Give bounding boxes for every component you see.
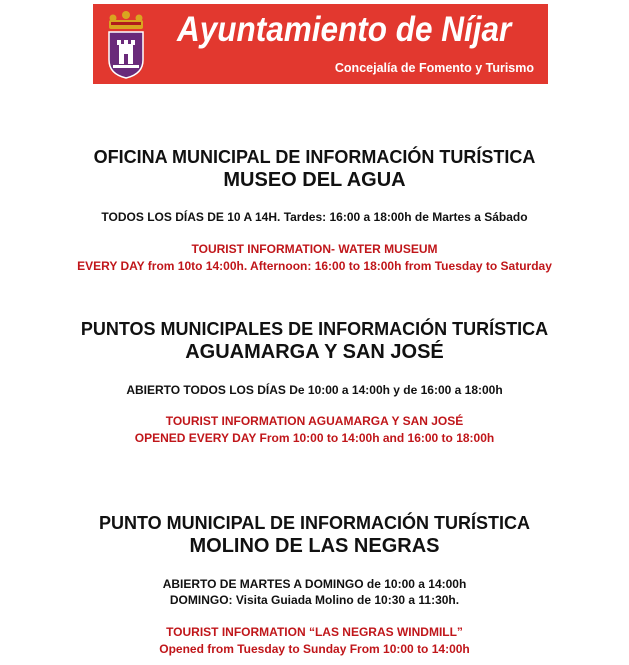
guided-visit-hours: DOMINGO: Visita Guiada Molino de 10:30 a 11:30h. bbox=[169, 593, 460, 607]
section-subtitle: AGUAMARGA Y SAN JOSÉ bbox=[185, 341, 444, 363]
section-water-museum-hours bbox=[0, 209, 629, 225]
page-subtitle: Concejalía de Fomento y Turismo bbox=[334, 61, 534, 75]
section-water-museum bbox=[0, 146, 629, 192]
english-title: TOURIST INFORMATION AGUAMARGA Y SAN JOSÉ bbox=[165, 414, 464, 428]
section-aguamarga-san-jose bbox=[0, 318, 629, 364]
section-water-museum-english bbox=[0, 241, 629, 275]
english-hours: OPENED EVERY DAY From 10:00 to 14:00h and 16:00 to 18:00h bbox=[134, 431, 495, 445]
section-aguamarga-english bbox=[0, 413, 629, 447]
section-title: OFICINA MUNICIPAL DE INFORMACIÓN TURÍSTICA bbox=[93, 147, 536, 167]
crest-icon bbox=[105, 10, 147, 80]
section-aguamarga-hours bbox=[0, 382, 629, 398]
english-title: TOURIST INFORMATION- WATER MUSEUM bbox=[191, 242, 438, 256]
english-title: TOURIST INFORMATION “LAS NEGRAS WINDMILL” bbox=[166, 625, 463, 639]
section-las-negras-hours bbox=[0, 576, 629, 608]
english-hours: Opened from Tuesday to Sunday From 10:00 to 14:00h bbox=[159, 642, 470, 656]
section-title: PUNTO MUNICIPAL DE INFORMACIÓN TURÍSTICA bbox=[99, 513, 530, 533]
header-banner bbox=[93, 4, 548, 84]
opening-hours: ABIERTO DE MARTES A DOMINGO de 10:00 a 14:00h bbox=[162, 577, 467, 591]
opening-hours: TODOS LOS DÍAS DE 10 A 14H. Tardes: 16:00 a 18:00h de Martes a Sábado bbox=[101, 210, 528, 224]
section-subtitle: MUSEO DEL AGUA bbox=[223, 169, 406, 191]
section-las-negras-windmill bbox=[0, 512, 629, 558]
page-title: Ayuntamiento de Níjar bbox=[177, 10, 512, 49]
section-title: PUNTOS MUNICIPALES DE INFORMACIÓN TURÍSTICA bbox=[80, 319, 549, 339]
section-subtitle: MOLINO DE LAS NEGRAS bbox=[189, 535, 440, 557]
english-hours: EVERY DAY from 10to 14:00h. Afternoon: 16:00 to 18:00h from Tuesday to Saturday bbox=[77, 259, 552, 273]
opening-hours: ABIERTO TODOS LOS DÍAS De 10:00 a 14:00h y de 16:00 a 18:00h bbox=[126, 383, 503, 397]
section-las-negras-english bbox=[0, 624, 629, 658]
